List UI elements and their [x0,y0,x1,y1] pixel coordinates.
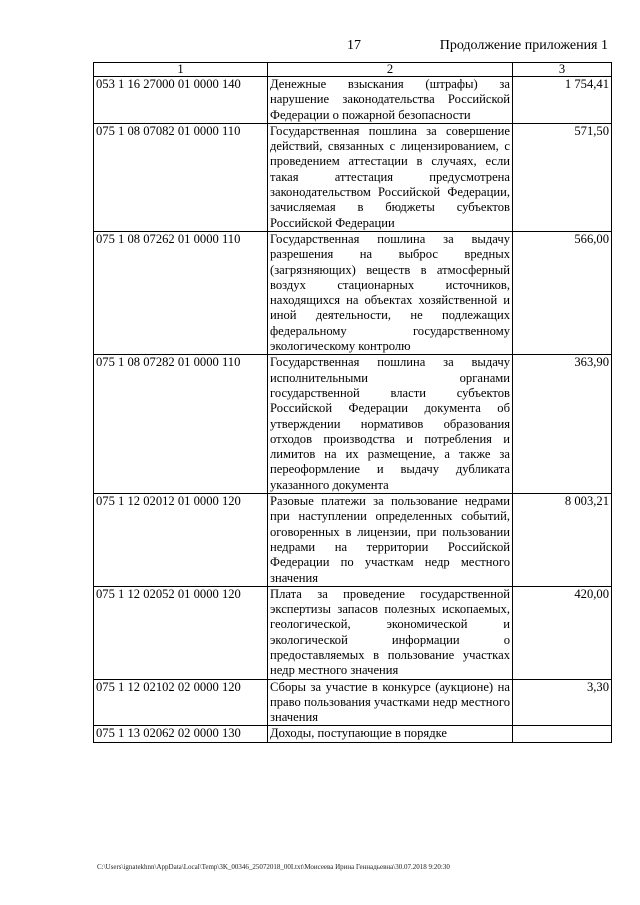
row-description: Денежные взыскания (штрафы) за нарушение законодательства Российской Федерации о пожарной безопасности [268,77,513,124]
row-code: 075 1 08 07282 01 0000 110 [94,355,268,494]
row-code: 075 1 08 07262 01 0000 110 [94,231,268,354]
row-description: Государственная пошлина за выдачу исполнительными органами государственной власти субъектов Российской Федерации документа об утверждении нормативов образования отходов производства и потребления и лимитов на их размещение, а также за переоформление и выдачу дубликата указанного документа [268,355,513,494]
row-amount: 571,50 [513,123,612,231]
table-row [94,77,612,124]
row-code: 075 1 12 02012 01 0000 120 [94,494,268,587]
table-row [94,586,612,679]
row-code: 075 1 12 02102 02 0000 120 [94,679,268,726]
table-row [94,123,612,231]
row-description: Сборы за участие в конкурсе (аукционе) на право пользования участками недр местного значения [268,679,513,726]
row-description: Государственная пошлина за выдачу разрешения на выброс вредных (загрязняющих) веществ в атмосферный воздух стационарных источников, находящихся на объектах хозяйственной и иной деятельности, не подлежащих федеральному государственному экологическому контролю [268,231,513,354]
row-code: 053 1 16 27000 01 0000 140 [94,77,268,124]
table-row [94,494,612,587]
continuation-label: Продолжение приложения 1 [439,38,608,53]
table-row [94,355,612,494]
row-amount: 566,00 [513,231,612,354]
row-code: 075 1 08 07082 01 0000 110 [94,123,268,231]
page-number: 17 [347,38,361,53]
row-amount: 363,90 [513,355,612,494]
table-header-row [94,63,612,77]
row-amount: 8 003,21 [513,494,612,587]
file-path-footer: C:\Users\ignatekhnn\AppData\Local\Temp\3K_00346_25072018_00I.txt\Моисеева Ирина Геннадьевна\30.07.2018 9:20:30 [97,863,450,871]
row-code: 075 1 13 02062 02 0000 130 [94,726,268,742]
column-header-amount: 3 [513,63,612,77]
row-amount: 1 754,41 [513,77,612,124]
row-description: Доходы, поступающие в порядке [268,726,513,742]
revenue-table [93,62,612,743]
table-row [94,726,612,742]
row-code: 075 1 12 02052 01 0000 120 [94,586,268,679]
table-row [94,679,612,726]
column-header-description: 2 [268,63,513,77]
row-description: Разовые платежи за пользование недрами при наступлении определенных событий, оговоренных в лицензии, при пользовании недрами на территории Российской Федерации по участкам недр местного значения [268,494,513,587]
row-amount [513,726,612,742]
row-description: Государственная пошлина за совершение действий, связанных с лицензированием, с проведением аттестации в случаях, если такая аттестация предусмотрена законодательством Российской Федерации, зачисляемая в бюджеты субъектов Российской Федерации [268,123,513,231]
table-row [94,231,612,354]
row-description: Плата за проведение государственной экспертизы запасов полезных ископаемых, геологической, экономической и экологической информации о предоставляемых в пользование участках недр местного значения [268,586,513,679]
row-amount: 3,30 [513,679,612,726]
row-amount: 420,00 [513,586,612,679]
column-header-code: 1 [94,63,268,77]
